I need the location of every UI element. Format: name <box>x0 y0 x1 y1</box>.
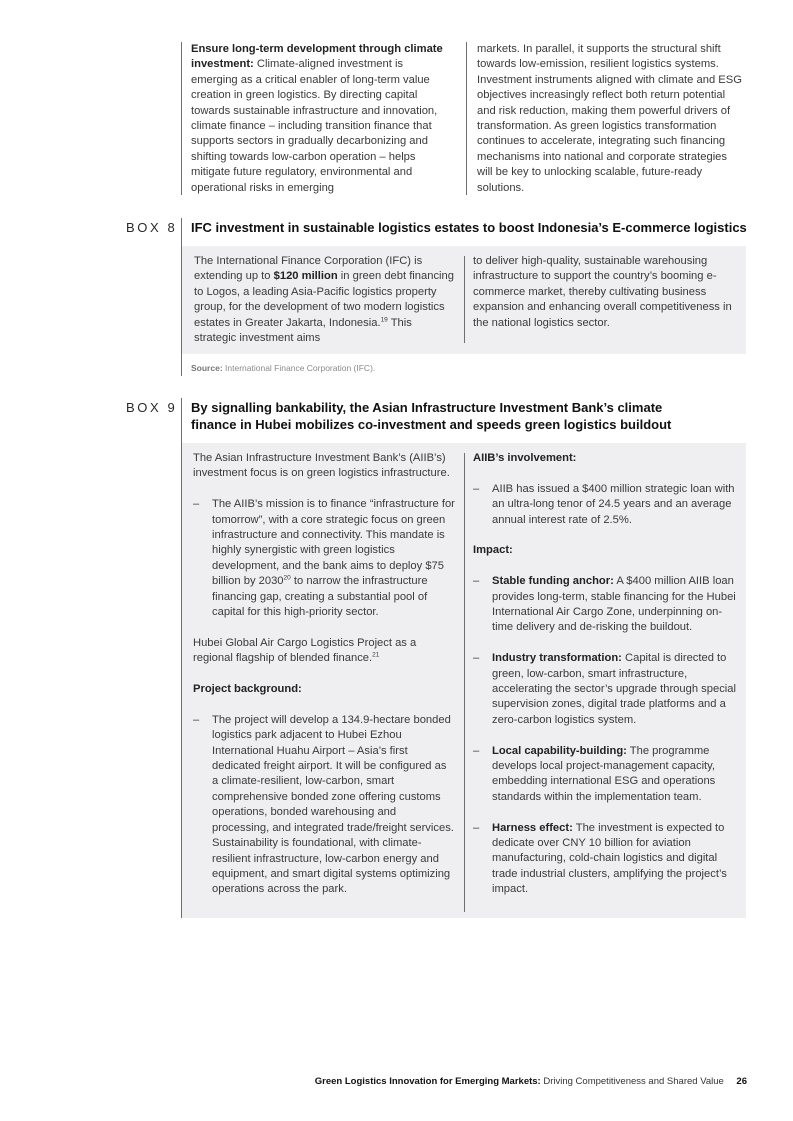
intro-right-text: markets. In parallel, it supports the structural shift towards low-emission, resilient logistics systems. Investment instruments aligned with climate and ESG objectives increasingly reflect both return potential and risk reduction, making them powerful drivers of transformation. As green logistics transformation continues to accelerate, integrating such financing mechanisms into national and corporate strategies will be key to unlocking scalable, future-ready solutions. <box>477 43 742 194</box>
box9-background-heading: Project background: <box>193 683 302 696</box>
box8-source-label: Source: <box>191 363 223 373</box>
box9-involvement-item <box>473 482 737 528</box>
box8-source-text: International Finance Corporation (IFC). <box>225 363 376 373</box>
footer-title-bold: Green Logistics Innovation for Emerging Markets: <box>314 1076 541 1087</box>
intro-left-rule <box>181 42 182 195</box>
box9-background-text: The project will develop a 134.9-hectare bonded logistics park adjacent to Hubei Ezhou International Huahu Airport – Asia’s first dedicated freight airport. It will be configured as a climate-resilient, low-carbon, smart comprehensive bonded zone offering customs operations, bonded warehousing and processing, and integrated trade/freight services. Sustainability is foundational, with climate-resilient infrastructure, low-carbon energy and equipment, and smart digital systems optimizing operations across the park. <box>212 713 454 896</box>
page-number: 26 <box>736 1076 747 1087</box>
box9-label: BOX 9 <box>126 400 178 415</box>
box8-amount: $120 million <box>273 270 338 283</box>
intro-left-text: Climate-aligned investment is emerging as a critical enabler of long-term value creation in green logistics. By directing capital towards sustainable infrastructure and innovation, climate finance – including transition finance that supports sectors in gradually decarbonizing and shifting towards low-carbon operation – helps mitigate future regulatory, environmental and operational risks in emerging <box>191 58 438 194</box>
box9-title <box>191 400 751 433</box>
box9-background-dash: – <box>193 713 200 726</box>
impact-text: A $400 million AIIB loan provides long-term, stable financing for the Hubei International Air Cargo Zone, underpinning on-time delivery and de-risking the buildout. <box>492 575 736 634</box>
impact-lead: Industry transformation: <box>492 652 622 665</box>
box9-impact-heading: Impact: <box>473 544 513 557</box>
impact-lead: Harness effect: <box>492 821 573 834</box>
box9-background-item <box>193 713 455 898</box>
impact-lead: Local capability-building: <box>492 744 627 757</box>
impact-lead: Stable funding anchor: <box>492 575 614 588</box>
box8-footnote-ref: 19 <box>380 315 388 323</box>
box8-source <box>191 363 375 373</box>
impact-dash: – <box>473 652 480 665</box>
box8-right-column <box>473 254 738 331</box>
box8-left-p3: This strategic investment aims <box>194 316 412 345</box>
box9-mission-dash: – <box>193 498 200 511</box>
box9-right-column <box>473 451 737 898</box>
footer-title-rest: Driving Competitiveness and Shared Value <box>543 1076 724 1087</box>
box9-title-line1: By signalling bankability, the Asian Infrastructure Investment Bank’s climate <box>191 400 663 415</box>
impact-text: The programme develops local project-management capacity, embedding international ESG and operations standards within the implementation team. <box>492 744 716 803</box>
box8-column-rule <box>464 256 465 343</box>
box9-project-text: Hubei Global Air Cargo Logistics Project as a regional flagship of blended finance. <box>193 636 417 665</box>
box9-mission-p2: to narrow the infrastructure financing gap, creating a substantial pool of capital for this high-priority sector. <box>212 575 428 619</box>
impact-text: The investment is expected to dedicate over CNY 10 billion for aviation manufacturing, cold-chain logistics and digital trade industrial clusters, amplifying the project’s impact. <box>492 821 727 896</box>
box9-title-line2: finance in Hubei mobilizes co-investment and speeds green logistics buildout <box>191 416 672 432</box>
box9-impact-item <box>473 821 737 898</box>
impact-dash: – <box>473 575 480 588</box>
box8-title: IFC investment in sustainable logistics estates to boost Indonesia’s E-commerce logistics <box>191 220 747 235</box>
box9-impact-item <box>473 744 737 806</box>
box9-mission-item <box>193 497 455 620</box>
impact-dash: – <box>473 744 480 757</box>
box9-footnote-21: 21 <box>372 651 380 659</box>
box9-column-rule <box>464 453 465 912</box>
impact-dash: – <box>473 821 480 834</box>
box9-involvement-dash: – <box>473 482 480 495</box>
box9-left-column <box>193 451 455 898</box>
intro-right-rule <box>466 42 467 195</box>
intro-right-column <box>477 42 745 196</box>
intro-left-lead: Ensure long-term development through climate investment: <box>191 43 443 71</box>
box8-left-column <box>194 254 456 346</box>
box9-involvement-heading: AIIB’s involvement: <box>473 452 577 464</box>
box8-label: BOX 8 <box>126 220 178 235</box>
box9-footnote-20: 20 <box>283 574 291 582</box>
box9-impact-item <box>473 574 737 636</box>
box8-right-text: to deliver high-quality, sustainable warehousing infrastructure to support the country’s booming e-commerce market, thereby cultivating business expansion and enhancing overall competitiveness in the national logistics sector. <box>473 255 732 329</box>
box9-intro: The Asian Infrastructure Investment Bank’s (AIIB’s) investment focus is on green logistics infrastructure. <box>193 452 450 480</box>
intro-left-column <box>191 42 446 196</box>
box9-involvement-text: AIIB has issued a $400 million strategic loan with an ultra-long tenor of 24.5 years and an average annual interest rate of 2.5%. <box>492 482 735 526</box>
box9-mission-p1: The AIIB’s mission is to finance “infrastructure for tomorrow”, with a core strategic focus on green infrastructure and connectivity. This mandate is highly synergistic with green logistics development, and the bank aims to deploy $75 billion by 2030 <box>212 498 455 588</box>
box8-left-p2: in green debt financing to Logos, a leading Asia-Pacific logistics property group, for the development of two modern logistics estates in Greater Jakarta, Indonesia. <box>194 270 454 329</box>
box9-impact-item <box>473 651 737 728</box>
box8-left-p1: The International Finance Corporation (IFC) is extending up to <box>194 255 423 283</box>
impact-text: Capital is directed to green, low-carbon, smart infrastructure, accelerating the sector’s upgrade through special supervision zones, digital trade platforms and a zero-carbon logistics system. <box>492 652 737 726</box>
page-footer <box>315 1076 747 1087</box>
